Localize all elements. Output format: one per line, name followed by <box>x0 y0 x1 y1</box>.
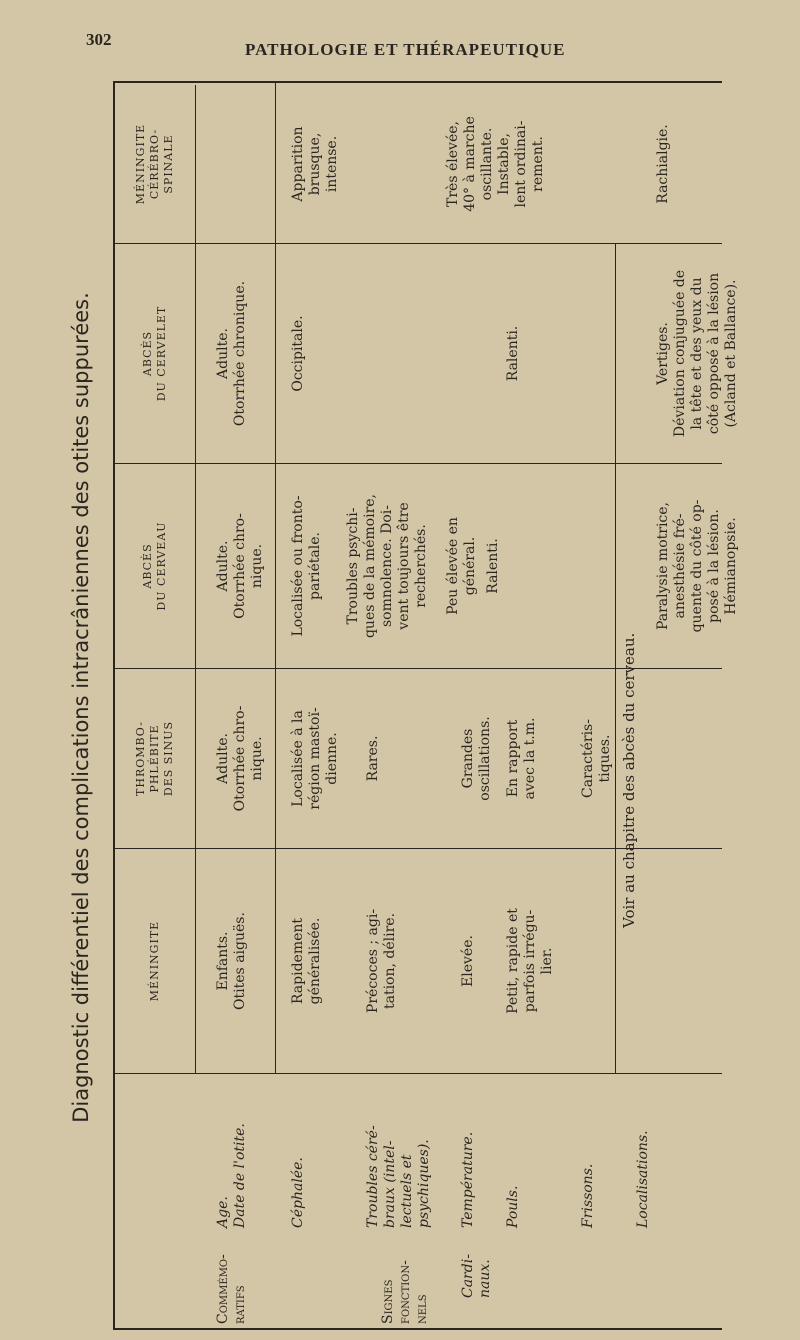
cell-thrombo-frissons: Caractéris- tiques. <box>580 719 613 798</box>
cell-meningite-troubles: Précoces ; agi- tation, délire. <box>365 908 398 1014</box>
row-label-localisations: Localisations. <box>635 1130 651 1228</box>
cell-thrombo-troubles: Rares. <box>365 735 381 782</box>
cell-thrombo-age: Adulte. Otorrhée chro- nique. <box>215 705 265 812</box>
row-divider <box>615 243 616 1073</box>
column-header-meningite-cs: MÉNINGITE CÉRÉBRO- SPINALE <box>115 85 196 243</box>
group-label-signes: Signes fonction- nels <box>380 1260 430 1324</box>
column-header-meningite: MÉNINGITE <box>115 849 196 1073</box>
column-abces-cervelet <box>115 243 739 463</box>
row-label-cephalee: Céphalée. <box>290 1157 306 1228</box>
cardinaux-label: Cardi- naux. <box>460 1254 493 1298</box>
column-header-abces-cerveau: ABCÈS DU CERVEAU <box>115 464 196 668</box>
cell-mcs-temperature: Très élevée, 40° à marche oscillante. Instable, lent ordinai- rement. <box>445 116 546 212</box>
column-meningite-cerebro-spinale <box>115 85 722 243</box>
running-head: PATHOLOGIE ET THÉRAPEUTIQUE <box>245 40 566 59</box>
page-number: 302 <box>86 30 112 49</box>
row-label-pouls: Pouls. <box>505 1185 521 1228</box>
diagnostic-table <box>113 81 739 1330</box>
cell-mcs-frissons: Rachialgie. <box>655 124 671 204</box>
cell-thrombo-pouls: En rapport avec la t.m. <box>505 717 538 800</box>
row-label-age: Age. Date de l'otite. <box>215 1123 248 1228</box>
column-header-abces-cervelet: ABCÈS DU CERVELET <box>115 244 196 463</box>
cell-cervelet-localisations: Vertiges. Déviation conjuguée de la tête et des yeux du côté opposé à la lésion (Acland et Ballance). <box>655 269 739 438</box>
cell-cervelet-cephalee: Occipitale. <box>290 315 306 392</box>
cell-cerveau-temperature: Peu élevée en général. <box>445 517 478 615</box>
cell-cerveau-cephalee: Localisée ou fronto- pariétale. <box>290 495 323 637</box>
cell-cerveau-localisations: Paralysie motrice, anesthésie fré- quente du côté op- posé à la lésion. Hémianopsie. <box>655 499 739 633</box>
group-label-commemoratifs: Commémo- ratifs <box>215 1254 248 1324</box>
rotated-table-container <box>55 85 739 1330</box>
cell-cervelet-pouls: Ralenti. <box>505 325 521 382</box>
label-column-header <box>115 1074 195 1328</box>
cell-meningite-cephalee: Rapidement généralisée. <box>290 917 323 1005</box>
row-label-troubles: Troubles céré- braux (intel- lectuels et psychiques). <box>365 1125 432 1228</box>
cell-meningite-temperature: Elevée. <box>460 935 476 987</box>
cell-thrombo-temperature: Grandes oscillations. <box>460 716 493 801</box>
cell-thrombo-cephalee: Localisée à la région mastoï- dienne. <box>290 707 340 810</box>
cell-cervelet-age: Adulte. Otorrhée chronique. <box>215 280 248 427</box>
row-label-temperature: Température. <box>460 1131 476 1228</box>
cell-meningite-pouls: Petit, rapide et parfois irrégu- lier. <box>505 908 555 1014</box>
cell-meningite-age: Enfants. Otites aiguës. <box>215 912 248 1010</box>
table-title: Diagnostic différentiel des complications intracrâniennes des otites suppurées. <box>69 292 93 1123</box>
cell-cerveau-age: Adulte. Otorrhée chro- nique. <box>215 513 265 619</box>
cell-cerveau-troubles: Troubles psychi- ques de la mémoire, somnolence. Doi- vent toujours être recherchés. <box>345 493 429 639</box>
row-divider <box>275 83 276 1073</box>
cell-cerveau-pouls: Ralenti. <box>485 538 501 594</box>
localisations-note: Voir au chapitre des abcès du cerveau. <box>620 632 638 928</box>
label-column <box>115 1073 722 1328</box>
row-label-frissons: Frissons. <box>580 1163 596 1228</box>
column-header-thrombophlebite: THROMBO- PHLÉBITE DES SINUS <box>115 669 196 848</box>
cell-mcs-cephalee: Apparition brusque, intense. <box>290 126 340 202</box>
